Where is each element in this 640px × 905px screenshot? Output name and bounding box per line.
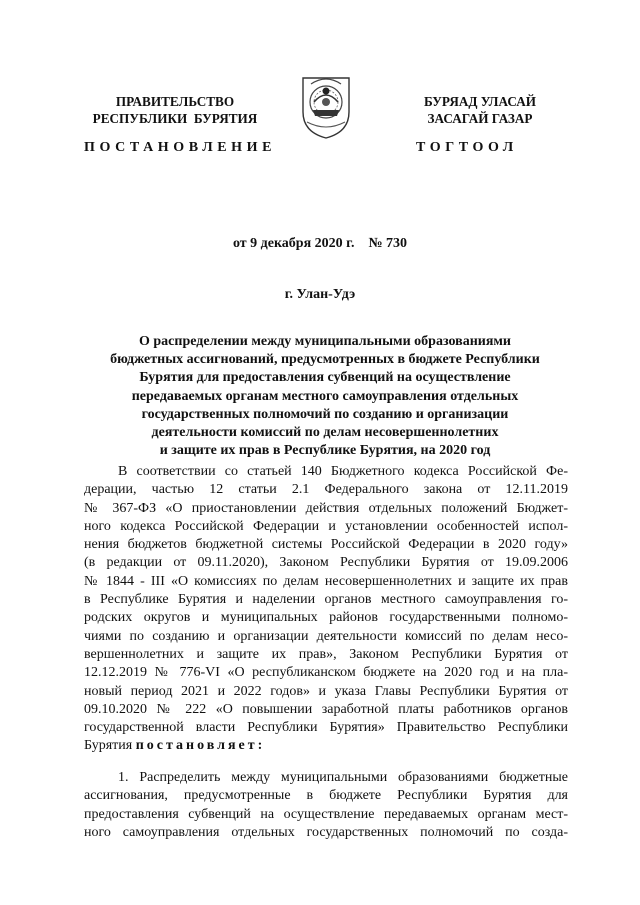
decree-word: постановляет: — [135, 738, 266, 754]
document-date: от 9 декабря 2020 г. — [232, 236, 355, 251]
body-line: вершеннолетних и защите их прав», Законом Республики Бурятия от — [84, 646, 568, 662]
body-line: дерации, частью 12 статьи 2.1 Федерального закона от 12.11.2019 — [84, 482, 568, 498]
document-title — [85, 333, 565, 460]
title-line: О распределении между муниципальными образованиями — [138, 334, 512, 349]
header-left-line-1: ПРАВИТЕЛЬСТВО — [115, 94, 235, 109]
body-line: в Республике Бурятия и наделении органов местного самоуправления го- — [84, 592, 568, 608]
header-left-authority — [80, 93, 270, 127]
header-right-line-1: БУРЯАД УЛАСАЙ — [423, 94, 537, 109]
title-line: государственных полномочий по созданию и организации — [141, 406, 509, 422]
body-line: ассигнования, предусмотренные в бюджете Республики Бурятия для — [84, 788, 568, 804]
body-line: (в редакции от 09.11.2020), Законом Республики Бурятия от 19.09.2006 — [84, 555, 568, 571]
body-line: предоставления субвенций на осуществление передаваемых органам мест- — [84, 806, 568, 822]
title-line: деятельности комиссий по делам несовершеннолетних — [151, 425, 499, 441]
body-line: нения бюджетов бюджетной системы Российской Федерации в 2020 году» — [84, 537, 568, 553]
body-line: новый период 2021 и 2022 годов» и указа Главы Республики Бурятия от — [84, 683, 568, 699]
body-line: ного самоуправления отдельных государственных полномочий по созда- — [84, 824, 568, 840]
body-line: 12.12.2019 № 776-VI «О республиканском бюджете на 2020 год и на пла- — [84, 665, 568, 681]
item-1-paragraph — [84, 769, 568, 842]
body-line: 09.10.2020 № 222 «О повышении заработной платы работников органов — [84, 701, 568, 717]
body-line-prefix: Бурятия — [84, 738, 133, 754]
body-line: государственной власти Республики Бурятия» Правительство Республики — [84, 720, 568, 736]
document-number: № 730 — [368, 236, 408, 251]
date-number-line — [0, 236, 640, 252]
preamble-paragraph — [84, 463, 568, 756]
coat-of-arms-emblem-icon — [299, 72, 353, 140]
body-line: 1. Распределить между муниципальными образованиями бюджетные — [118, 770, 568, 785]
document-city: г. Улан-Удэ — [284, 287, 356, 302]
body-line: № 1844 - III «О комиссиях по делам несовершеннолетних и защите их прав — [84, 573, 568, 589]
title-line: бюджетных ассигнований, предусмотренных в бюджете Республики — [110, 352, 540, 368]
title-line: и защите их прав в Республике Бурятия, на 2020 год — [159, 443, 491, 459]
header-right-authority — [385, 93, 575, 127]
header-right-line-2: ЗАСАГАЙ ГАЗАР — [427, 111, 533, 126]
body-line-decree — [84, 737, 568, 755]
body-line: ного кодекса Российской Федерации и установлении особенностей испол- — [84, 518, 568, 534]
title-line: Бурятия для предоставления субвенций на осуществление — [139, 370, 511, 386]
header-left-line-2: РЕСПУБЛИКИ БУРЯТИЯ — [92, 111, 258, 126]
document-type-russian: ПОСТАНОВЛЕНИЕ — [84, 140, 277, 155]
body-line: родских округов и муниципальных районов государственными полномо- — [84, 610, 568, 626]
body-line: чиями по созданию и организации деятельности комиссий по делам несо- — [84, 628, 568, 644]
document-type-buryat: ТОГТООЛ — [416, 140, 518, 155]
body-line: В соответствии со статьей 140 Бюджетного кодекса Российской Фе- — [118, 464, 568, 479]
title-line: передаваемых органам местного самоуправления отдельных — [131, 388, 519, 404]
body-line: № 367-ФЗ «О приостановлении действия отдельных положений Бюджет- — [84, 500, 568, 516]
